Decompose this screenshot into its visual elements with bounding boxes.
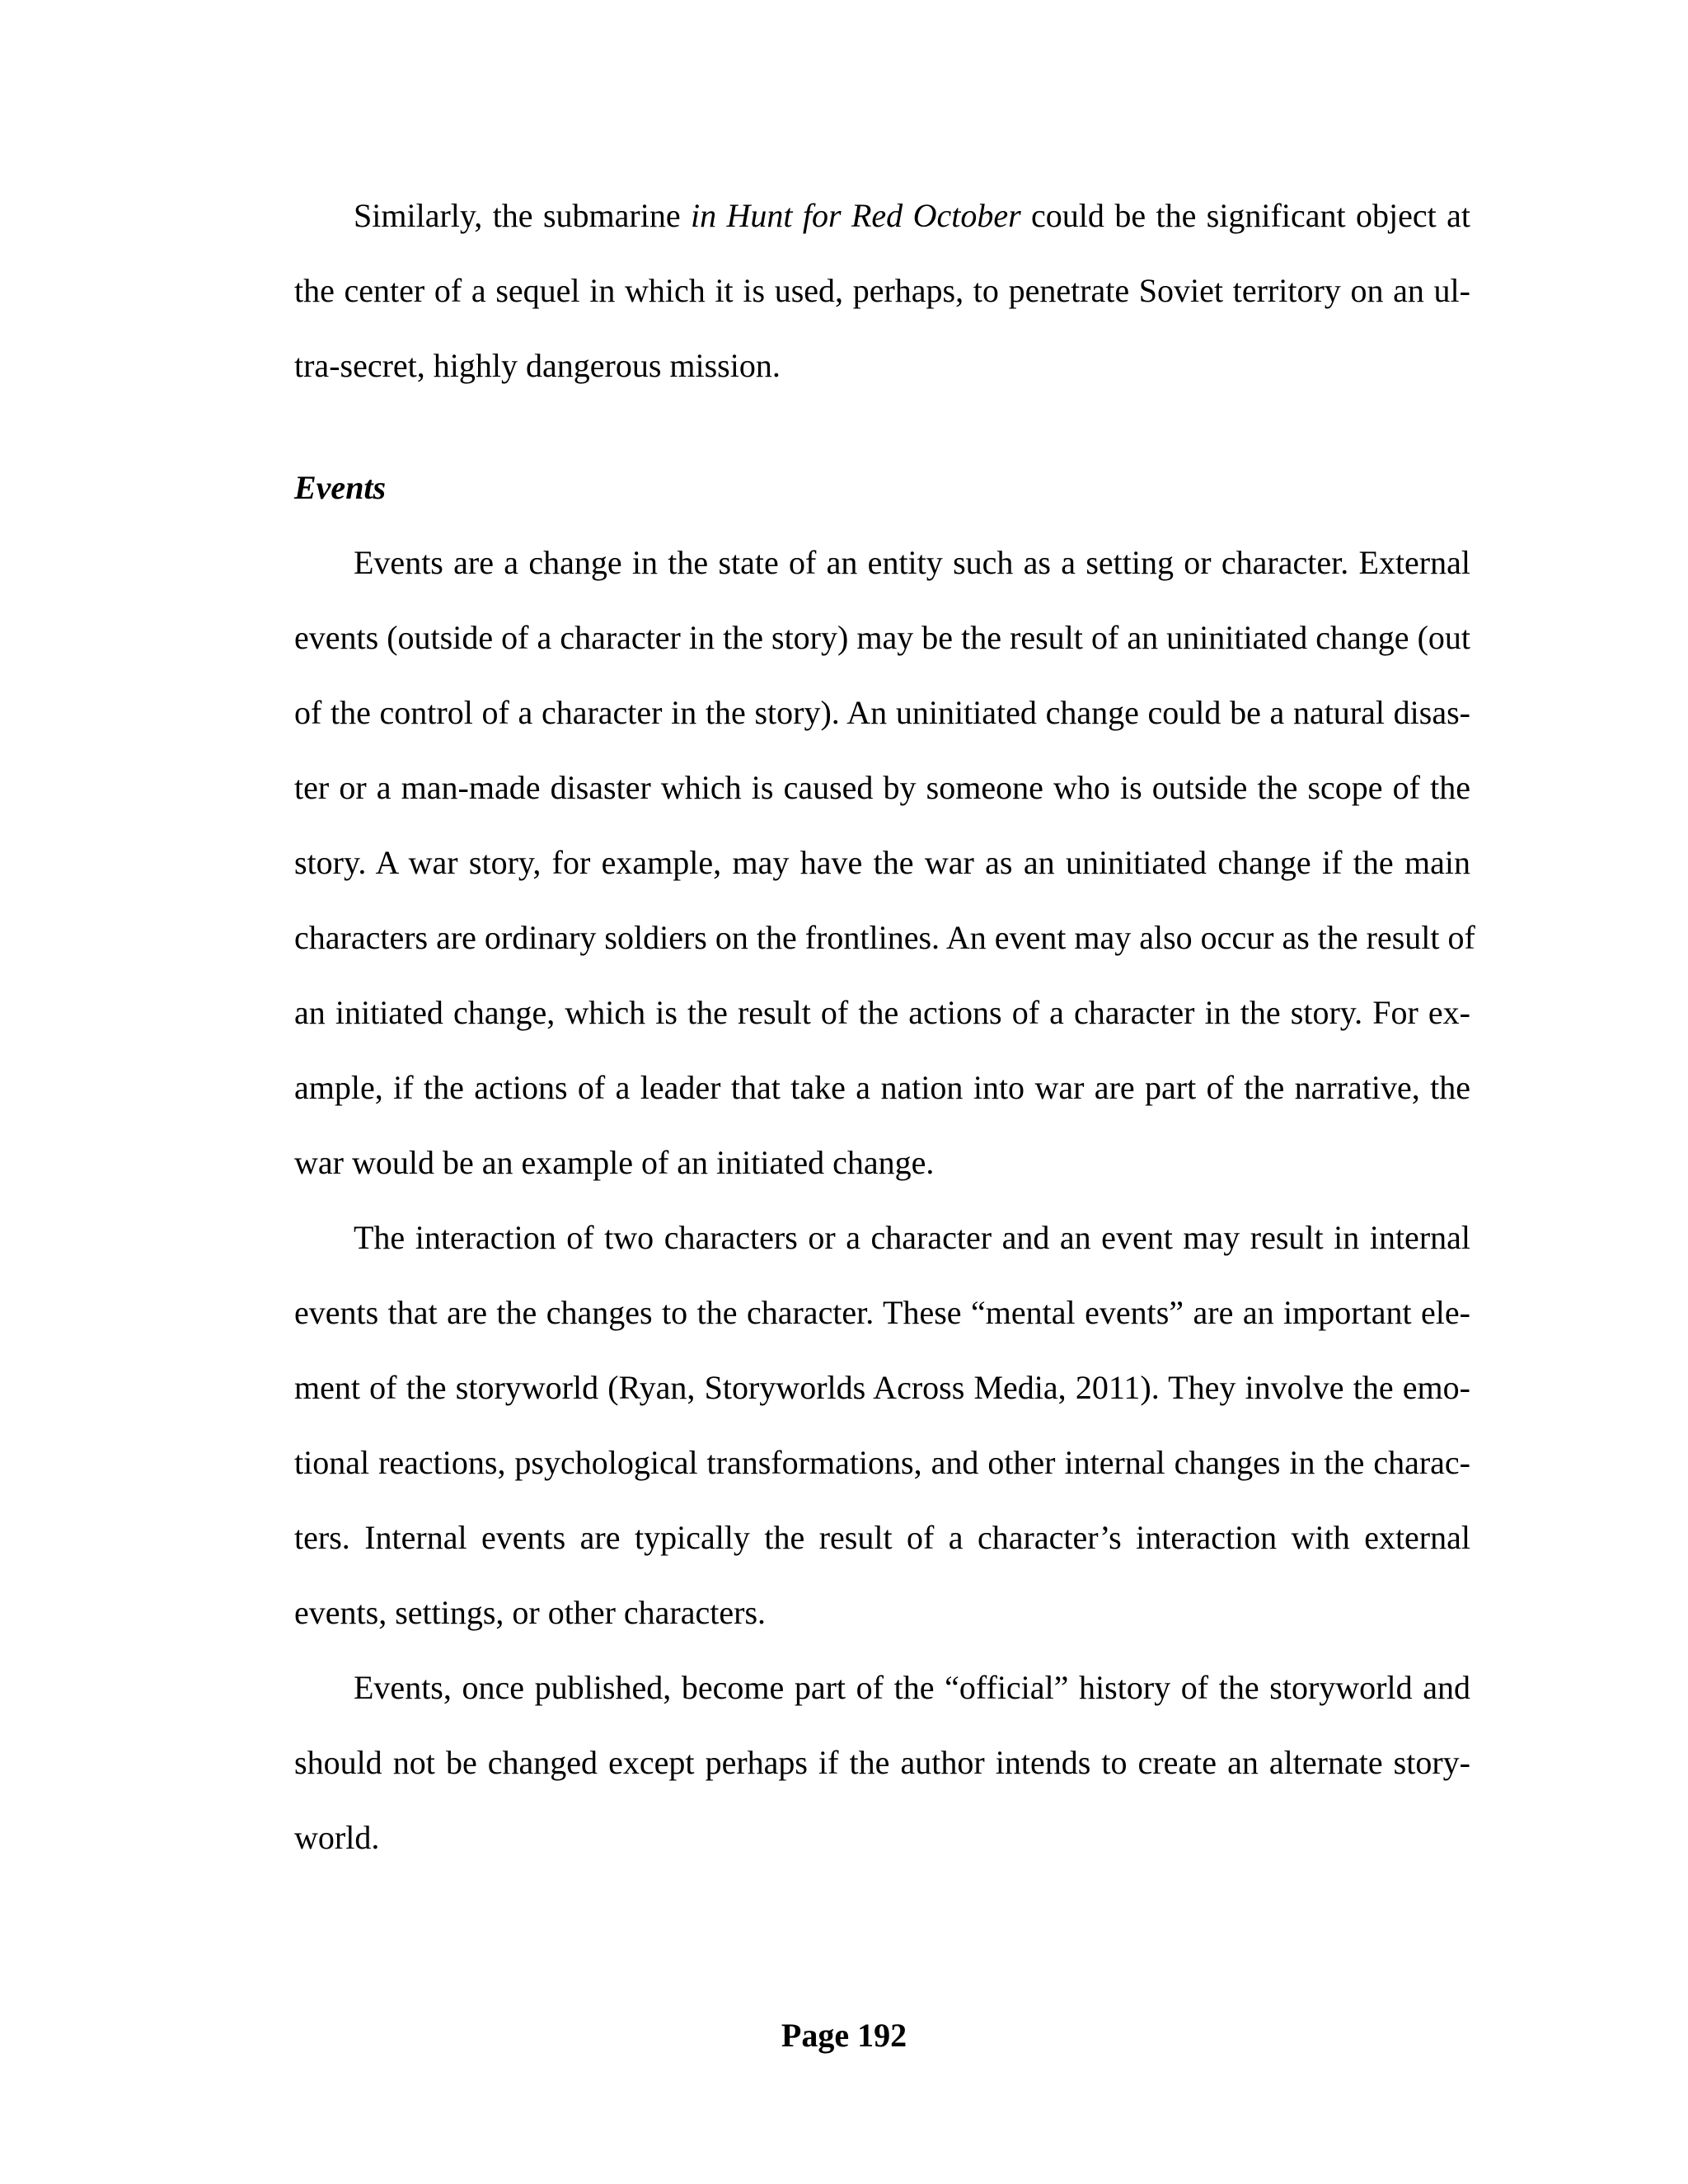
paragraph-2-line-8: ample, if the actions of a leader that take a nation into war are part of the narrative, the [294, 1069, 1470, 1106]
paragraph-4-line-2: should not be changed except perhaps if the author intends to create an alternate story- [294, 1744, 1470, 1781]
paragraph-2-line-1: Events are a change in the state of an entity such as a setting or character. External [354, 544, 1470, 581]
paragraph-4-line-1: Events, once published, become part of the “official” history of the storyworld and [354, 1669, 1470, 1706]
paragraph-2-line-7: an initiated change, which is the result of the actions of a character in the story. For ex- [294, 994, 1470, 1031]
paragraph-3-line-6: events, settings, or other characters. [294, 1594, 767, 1631]
paragraph-1-line-1-post: could be the significant object at [1020, 197, 1471, 234]
paragraph-3-line-4: tional reactions, psychological transformations, and other internal changes in the charac- [294, 1444, 1470, 1481]
paragraph-3-line-2: events that are the changes to the character. These “mental events” are an important ele- [294, 1294, 1470, 1331]
paragraph-3-line-5: ters. Internal events are typically the result of a character’s interaction with external [294, 1519, 1470, 1556]
paragraph-3-line-3: ment of the storyworld (Ryan, Storyworlds Across Media, 2011). They involve the emo- [294, 1369, 1470, 1406]
paragraph-2-line-4: ter or a man-made disaster which is caused by someone who is outside the scope of the [294, 769, 1470, 806]
paragraph-2-line-3: of the control of a character in the story). An uninitiated change could be a natural disas- [294, 694, 1470, 731]
paragraph-2-line-2: events (outside of a character in the story) may be the result of an uninitiated change (out [294, 619, 1470, 656]
paragraph-1-line-1 [354, 196, 1470, 236]
paragraph-3-line-1: The interaction of two characters or a character and an event may result in internal [354, 1219, 1470, 1256]
paragraph-1-line-2: the center of a sequel in which it is used, perhaps, to penetrate Soviet territory on an ul- [294, 272, 1470, 309]
paragraph-1-line-3: tra-secret, highly dangerous mission. [294, 347, 781, 384]
paragraph-2-line-6: characters are ordinary soldiers on the frontlines. An event may also occur as the result of [294, 919, 1475, 956]
book-title-italic: in Hunt for Red October [690, 197, 1021, 234]
paragraph-4-line-3: world. [294, 1819, 380, 1856]
paragraph-2-line-5: story. A war story, for example, may have the war as an uninitiated change if the main [294, 844, 1470, 881]
page-number: Page 192 [781, 2017, 907, 2054]
section-heading: Events [294, 469, 387, 506]
paragraph-2-line-9: war would be an example of an initiated change. [294, 1144, 935, 1181]
paragraph-1-line-1-pre: Similarly, the submarine [354, 197, 691, 234]
